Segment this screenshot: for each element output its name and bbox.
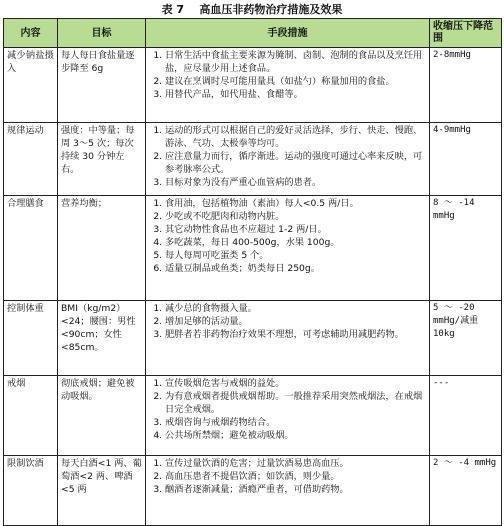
cell-goal: 强度：中等量；每周 3～5 次；每次持续 30 分钟左右。	[58, 123, 146, 196]
table-row	[4, 301, 502, 376]
header-row	[4, 19, 502, 48]
cell-measures	[146, 456, 430, 526]
table-row	[4, 123, 502, 196]
measure-item: 4. 公共场所禁烟；避免被动吸烟。	[165, 429, 426, 442]
measure-item: 3. 戒烟咨询与戒烟药物结合。	[165, 416, 426, 429]
cell-bp-drop: 2 ～ -4 mmHg	[430, 456, 502, 526]
measure-item: 5. 每人每周可吃蛋类 5 个。	[165, 249, 426, 262]
table-title: 表 7 高血压非药物治疗措施及效果	[161, 3, 343, 16]
table-row	[4, 456, 502, 526]
measures-list	[149, 197, 426, 275]
measures-list	[149, 124, 426, 189]
table-row	[4, 196, 502, 301]
measure-item: 3. 酗酒者逐渐减量；酒瘾严重者，可借助药物。	[165, 483, 426, 496]
measure-item: 1. 运动的形式可以根据自己的爱好灵活选择，步行、快走、慢跑、游泳、气功、太极拳等均可。	[165, 124, 426, 150]
table-row	[4, 376, 502, 456]
measure-item: 6. 适量豆制品或鱼类；奶类每日 250g。	[165, 262, 426, 275]
cell-measures	[146, 123, 430, 196]
cell-bp-drop: 5 ～ -20 mmHg/减重 10kg	[430, 301, 502, 376]
cell-goal: 彻底戒烟；避免被动吸烟。	[58, 376, 146, 456]
cell-goal: 营养均衡；	[58, 196, 146, 301]
cell-goal: 每人每日食盐量逐步降至 6g	[58, 48, 146, 123]
measure-item: 4. 多吃蔬菜，每日 400-500g，水果 100g。	[165, 236, 426, 249]
measure-item: 3. 目标对象为没有严重心血管病的患者。	[165, 176, 426, 189]
measure-item: 2. 高血压患者不提倡饮酒；如饮酒，则少量。	[165, 470, 426, 483]
header-content: 内容	[4, 19, 58, 48]
measures-list	[149, 302, 426, 341]
measure-item: 3. 其它动物性食品也不应超过 1-2 两/日。	[165, 223, 426, 236]
cell-goal: BMI（kg/m2）<24；腰围：男性<90cm；女性<85cm。	[58, 301, 146, 376]
measure-item: 2. 为有意戒烟者提供戒烟帮助。一般推荐采用突然戒烟法，在戒烟日完全戒烟。	[165, 390, 426, 416]
measure-item: 2. 应注意量力而行，循序渐进。运动的强度可通过心率来反映，可参考脉率公式。	[165, 150, 426, 176]
cell-content: 戒烟	[4, 376, 58, 456]
cell-bp-drop: 8 ～ -14 mmHg	[430, 196, 502, 301]
cell-content: 合理膳食	[4, 196, 58, 301]
measure-item: 2. 建议在烹调时尽可能用量具（如盐勺）称量加用的食盐。	[165, 75, 426, 88]
measure-item: 3. 肥胖者若非药物治疗效果不理想，可考虑辅助用减肥药物。	[165, 328, 426, 341]
cell-measures	[146, 301, 430, 376]
cell-goal: 每天白酒<1 两、葡萄酒<2 两、啤酒<5 两	[58, 456, 146, 526]
measure-item: 1. 减少总的食物摄入量。	[165, 302, 426, 315]
measures-list	[149, 457, 426, 496]
measure-item: 1. 食用油，包括植物油（素油）每人<0.5 两/日。	[165, 197, 426, 210]
cell-measures	[146, 196, 430, 301]
measure-item: 2. 少吃或不吃肥肉和动物内脏。	[165, 210, 426, 223]
cell-bp-drop: 2-8mmHg	[430, 48, 502, 123]
hypertension-measures-table	[3, 18, 502, 526]
cell-content: 规律运动	[4, 123, 58, 196]
measures-list	[149, 49, 426, 101]
measures-list	[149, 377, 426, 442]
measure-item: 1. 宣传过量饮酒的危害；过量饮酒易患高血压。	[165, 457, 426, 470]
header-bp-drop: 收缩压下降范围	[430, 19, 502, 48]
table-row	[4, 48, 502, 123]
cell-content: 减少钠盐摄入	[4, 48, 58, 123]
cell-content: 控制体重	[4, 301, 58, 376]
cell-content: 限制饮酒	[4, 456, 58, 526]
measure-item: 1. 日常生活中食盐主要来源为腌制、卤制、泡制的食品以及烹饪用盐，应尽量少用上述食品。	[165, 49, 426, 75]
cell-measures	[146, 48, 430, 123]
header-goal: 目标	[58, 19, 146, 48]
cell-measures	[146, 376, 430, 456]
measure-item: 2. 增加足够的活动量。	[165, 315, 426, 328]
cell-bp-drop: ---	[430, 376, 502, 456]
cell-bp-drop: 4-9mmHg	[430, 123, 502, 196]
measure-item: 3. 用替代产品，如代用盐、食醋等。	[165, 88, 426, 101]
measure-item: 1. 宣传吸烟危害与戒烟的益处。	[165, 377, 426, 390]
header-measures: 手段措施	[146, 19, 430, 48]
